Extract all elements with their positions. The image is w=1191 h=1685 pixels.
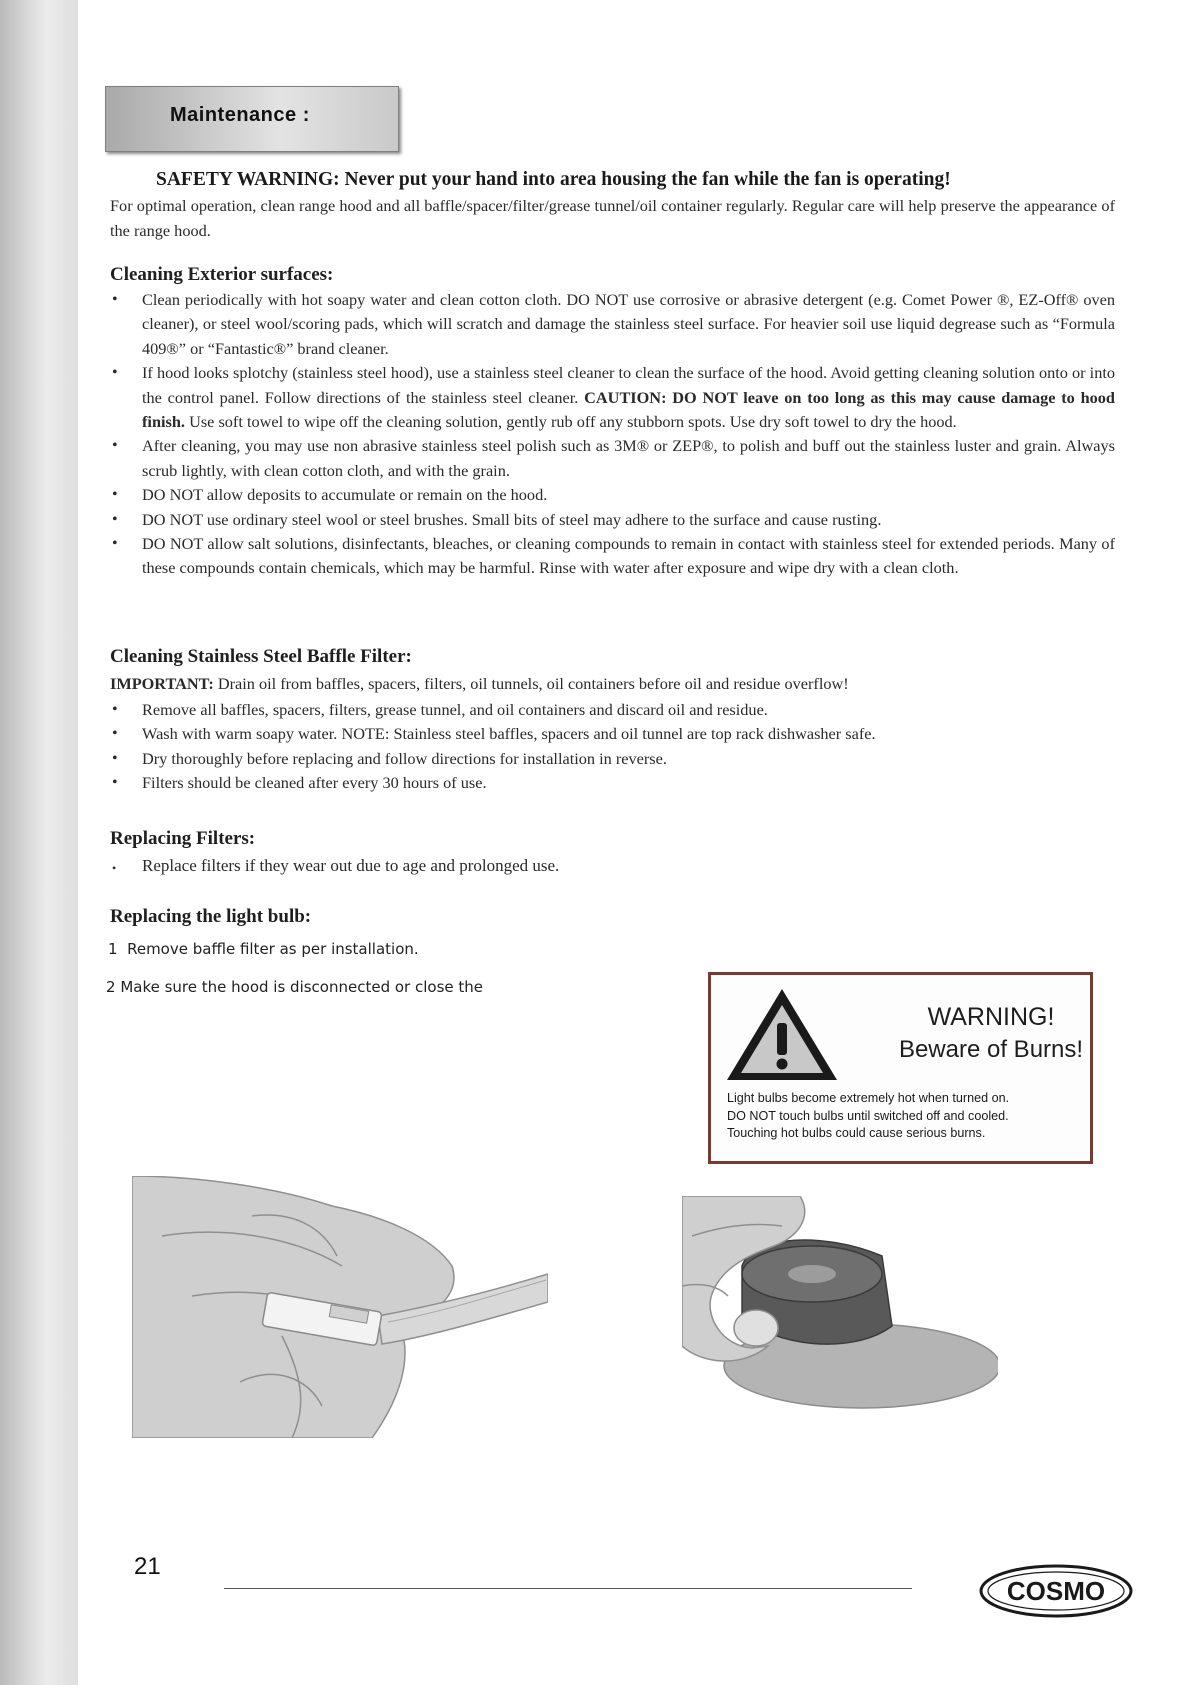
section-label-box <box>105 86 399 152</box>
list-item: • After cleaning, you may use non abrasive stainless steel polish such as 3M® or ZEP®, to polish and buff out the stainless luster and grain. Always scrub lightly, with clean cotton cloth, and with the grain. <box>112 436 1115 480</box>
intro-paragraph: For optimal operation, clean range hood and all baffle/spacer/filter/grease tunnel/oil container regularly. Regular care will help preserve the appearance of the range hood. <box>110 196 1115 240</box>
baffle-list <box>110 698 1115 796</box>
list-item: • Filters should be cleaned after every 30 hours of use. <box>112 773 487 793</box>
list-item: • DO NOT allow deposits to accumulate or remain on the hood. <box>112 485 548 505</box>
replacing-filters-list <box>110 854 1115 878</box>
step-number: 2 <box>106 978 116 996</box>
list-item: • Replace filters if they wear out due to age and prolonged use. <box>112 856 560 875</box>
step-2: 2 Make sure the hood is disconnected or close the <box>106 978 484 996</box>
important-label: IMPORTANT: <box>110 674 214 693</box>
brand-name: COSMO <box>1006 1576 1106 1606</box>
step-number: 1 <box>108 940 118 958</box>
replacing-filters-heading: Replacing Filters: <box>110 828 256 849</box>
section-label: Maintenance : <box>170 104 310 126</box>
exterior-list <box>110 288 1115 581</box>
list-item: • DO NOT allow salt solutions, disinfectants, bleaches, or cleaning compounds to remain in contact with stainless steel for extended periods. Many of these compounds contain chemicals, which may be harmful. Rinse with water after exposure and wipe dry with a clean cloth. <box>112 534 1115 578</box>
warning-subtitle: Beware of Burns! <box>898 1036 1084 1063</box>
list-item: • Dry thoroughly before replacing and follow directions for installation in reverse. <box>112 748 667 768</box>
light-bulb-heading: Replacing the light bulb: <box>110 906 312 927</box>
list-item: • DO NOT use ordinary steel wool or steel brushes. Small bits of steel may adhere to the surface and cause rusting. <box>112 509 882 529</box>
warning-title: WARNING! <box>927 1003 1055 1031</box>
burn-warning-box <box>708 972 1093 1164</box>
list-item: • Wash with warm soapy water. NOTE: Stainless steel baffles, spacers and oil tunnel are top rack dishwasher safe. <box>112 724 876 744</box>
hand-removing-bulb-illustration <box>132 1176 548 1438</box>
list-item: • Clean periodically with hot soapy water and clean cotton cloth. DO NOT use corrosive or abrasive detergent (e.g. Comet Power ®, EZ-Off® oven cleaner), or steel wool/scoring pads, which will scratch and damage the stainless steel surface. For heavier soil use liquid degrease such as “Formula 409®” or “Fantastic®” brand cleaner. <box>112 290 1115 358</box>
important-note: IMPORTANT: Drain oil from baffles, spacers, filters, oil tunnels, oil containers before oil and residue overflow! <box>110 674 849 693</box>
warning-triangle-icon <box>721 983 843 1085</box>
warning-text: Light bulbs become extremely hot when turned on. DO NOT touch bulbs until switched off and cooled. Touching hot bulbs could cause serious burns. <box>727 1091 1010 1140</box>
page-number: 21 <box>134 1553 161 1580</box>
exterior-heading: Cleaning Exterior surfaces: <box>110 264 334 285</box>
list-item: • Remove all baffles, spacers, filters, grease tunnel, and oil containers and discard oil and residue. <box>112 700 768 719</box>
baffle-heading: Cleaning Stainless Steel Baffle Filter: <box>110 646 412 667</box>
cosmo-logo <box>978 1563 1134 1619</box>
list-item: • If hood looks splotchy (stainless steel hood), use a stainless steel cleaner to clean the surface of the hood. Avoid getting cleaning solution onto or into the control panel. Follow directions of the stainless steel cleaner. CAUTION: DO NOT leave on too long as this may cause damage to hood finish. Use soft towel to wipe off the cleaning solution, gently rub off any stubborn spots. Use dry soft towel to dry the hood. <box>112 363 1115 432</box>
hand-turning-bulb-illustration <box>682 1196 998 1416</box>
caution-text: CAUTION: DO NOT leave on too long as this may cause damage to hood finish. <box>142 387 1115 432</box>
step-1: 1 Remove baffle filter as per installation. <box>108 940 419 958</box>
footer-divider <box>224 1588 912 1589</box>
safety-warning: SAFETY WARNING: Never put your hand into area housing the fan while the fan is operating! <box>156 169 951 190</box>
